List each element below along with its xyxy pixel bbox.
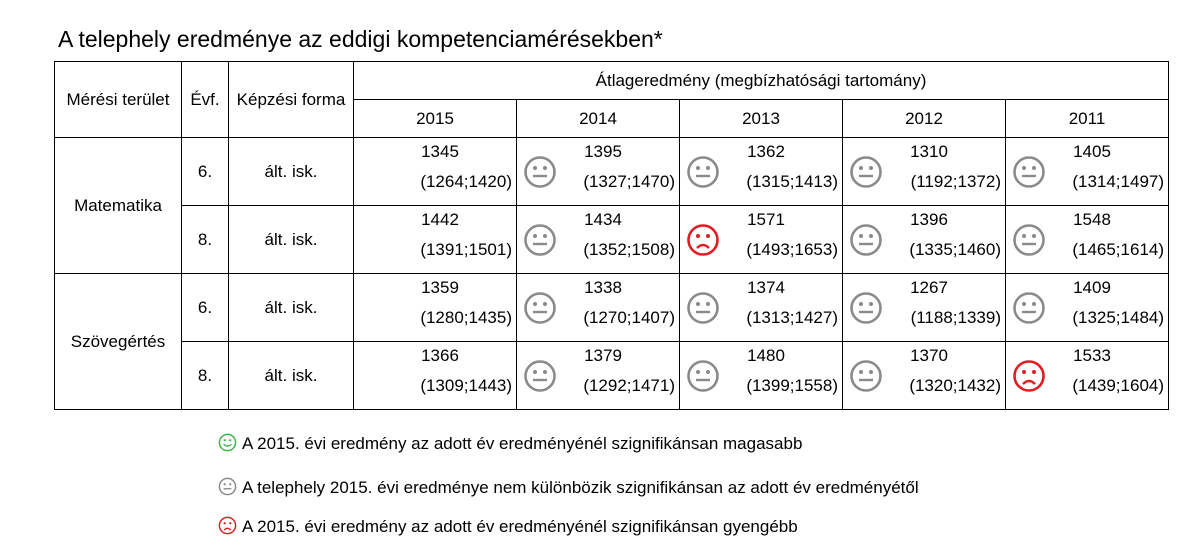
confidence-range: (1327;1470) (583, 172, 675, 191)
header-year: 2015 (354, 100, 517, 138)
result-value: 1533 (1073, 346, 1111, 365)
result-cell (354, 274, 517, 342)
confidence-range: (1399;1558) (746, 376, 838, 395)
confidence-range: (1314;1497) (1072, 172, 1165, 191)
result-value: 1338 (584, 278, 622, 297)
legend-item (218, 516, 798, 537)
legend-text: A 2015. évi eredmény az adott év eredményénél szignifikánsan gyengébb (242, 517, 798, 536)
result-value: 1362 (747, 142, 785, 161)
result-cell (680, 274, 843, 342)
result-cell (1006, 206, 1169, 274)
header-year: 2013 (680, 100, 843, 138)
confidence-range: (1292;1471) (583, 376, 675, 395)
result-cell (517, 138, 680, 206)
result-value: 1379 (584, 346, 622, 365)
result-value: 1434 (584, 210, 622, 229)
result-value: 1395 (584, 142, 622, 161)
grade-cell: 8. (182, 206, 229, 274)
area-name: Matematika (55, 138, 182, 274)
result-value: 1396 (910, 210, 948, 229)
result-cell (517, 342, 680, 410)
happy-face-icon (218, 434, 242, 453)
result-cell (1006, 274, 1169, 342)
result-cell (354, 342, 517, 410)
legend-item (218, 477, 919, 498)
result-value: 1370 (910, 346, 948, 365)
legend-item (218, 433, 802, 454)
result-cell (843, 206, 1006, 274)
result-value: 1366 (421, 346, 459, 365)
confidence-range: (1493;1653) (746, 240, 838, 259)
result-cell (843, 138, 1006, 206)
legend-text: A 2015. évi eredmény az adott év eredményénél szignifikánsan magasabb (242, 434, 803, 453)
result-cell (680, 206, 843, 274)
table-row (55, 138, 1169, 206)
confidence-range: (1188;1339) (910, 308, 1001, 327)
result-cell (354, 138, 517, 206)
result-value: 1442 (421, 210, 459, 229)
form-cell: ált. isk. (229, 138, 354, 206)
confidence-range: (1439;1604) (1072, 376, 1165, 395)
sad-face-icon (218, 517, 242, 536)
area-name: Szövegértés (55, 274, 182, 410)
results-table (54, 61, 1169, 410)
result-value: 1548 (1073, 210, 1111, 229)
form-cell: ált. isk. (229, 342, 354, 410)
neutral-face-icon (218, 478, 242, 497)
confidence-range: (1270;1407) (583, 308, 675, 327)
header-area: Mérési terület (55, 62, 182, 138)
confidence-range: (1309;1443) (420, 376, 512, 395)
result-value: 1480 (747, 346, 785, 365)
result-value: 1405 (1073, 142, 1111, 161)
header-year: 2012 (843, 100, 1006, 138)
result-cell (843, 274, 1006, 342)
grade-cell: 6. (182, 138, 229, 206)
result-cell (1006, 342, 1169, 410)
result-value: 1409 (1073, 278, 1111, 297)
confidence-range: (1264;1420) (420, 172, 512, 191)
confidence-range: (1313;1427) (746, 308, 838, 327)
confidence-range: (1280;1435) (420, 308, 512, 327)
result-value: 1267 (910, 278, 948, 297)
header-year: 2014 (517, 100, 680, 138)
result-cell (680, 138, 843, 206)
confidence-range: (1325;1484) (1072, 308, 1165, 327)
confidence-range: (1352;1508) (583, 240, 675, 259)
confidence-range: (1335;1460) (909, 240, 1001, 259)
confidence-range: (1315;1413) (746, 172, 838, 191)
result-cell (1006, 138, 1169, 206)
result-value: 1374 (747, 278, 785, 297)
header-year: 2011 (1006, 100, 1169, 138)
confidence-range: (1465;1614) (1072, 240, 1165, 259)
result-cell (680, 342, 843, 410)
form-cell: ált. isk. (229, 274, 354, 342)
confidence-range: (1391;1501) (420, 240, 512, 259)
page-title: A telephely eredménye az eddigi kompetenciamérésekben* (58, 26, 663, 52)
header-grade: Évf. (182, 62, 229, 138)
table-row (55, 274, 1169, 342)
form-cell: ált. isk. (229, 206, 354, 274)
table-row (55, 206, 1169, 274)
result-cell (517, 206, 680, 274)
legend-text: A telephely 2015. évi eredménye nem különbözik szignifikánsan az adott év eredményétől (242, 478, 919, 497)
result-cell (354, 206, 517, 274)
result-cell (517, 274, 680, 342)
grade-cell: 8. (182, 342, 229, 410)
table-row (55, 342, 1169, 410)
result-value: 1571 (747, 210, 785, 229)
result-value: 1310 (910, 142, 948, 161)
header-form: Képzési forma (229, 62, 354, 138)
result-value: 1345 (421, 142, 459, 161)
result-value: 1359 (421, 278, 459, 297)
grade-cell: 6. (182, 274, 229, 342)
header-average: Átlageredmény (megbízhatósági tartomány) (354, 62, 1169, 100)
confidence-range: (1192;1372) (910, 172, 1001, 191)
result-cell (843, 342, 1006, 410)
confidence-range: (1320;1432) (909, 376, 1001, 395)
